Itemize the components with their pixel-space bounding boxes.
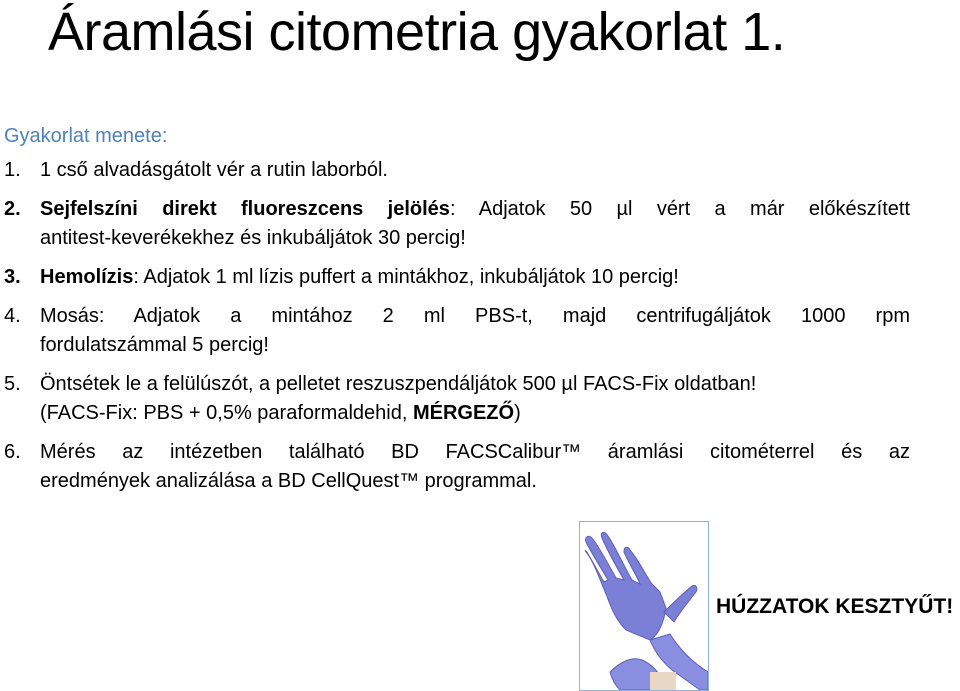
step-line: [40, 195, 910, 224]
steps-list: [4, 156, 910, 506]
glove-icon: [580, 522, 708, 690]
step-number: 3.: [4, 266, 21, 288]
step-number: 1.: [4, 159, 21, 181]
list-item: [4, 438, 910, 496]
step-text: : Adjatok 1 ml lízis puffert a mintákhoz, inkubáljátok 10 percig!: [133, 266, 679, 288]
step-line: eredmények analizálása a BD CellQuest™ programmal.: [40, 470, 537, 492]
step-number: 5.: [4, 373, 21, 395]
warning-text: HÚZZATOK KESZTYŰT!: [716, 595, 954, 618]
page-title: Áramlási citometria gyakorlat 1.: [48, 2, 786, 62]
step-text: ): [514, 402, 521, 424]
step-line: fordulatszámmal 5 percig!: [40, 334, 269, 356]
list-item: [4, 195, 910, 253]
step-line: Öntsétek le a felülúszót, a pelletet reszuszpendáljátok 500 µl FACS-Fix oldatban!: [40, 373, 757, 395]
glove-image: [579, 521, 709, 691]
step-line: antitest-keverékekhez és inkubáljátok 30 percig!: [40, 227, 466, 249]
list-item: [4, 370, 910, 428]
step-number: 2.: [4, 198, 21, 220]
step-line: [40, 399, 910, 428]
step-label: Hemolízis: [40, 266, 134, 288]
list-item: [4, 156, 910, 185]
section-subtitle: Gyakorlat menete:: [4, 125, 168, 147]
list-item: [4, 302, 910, 360]
list-item: [4, 263, 910, 292]
step-text: 1 cső alvadásgátolt vér a rutin laborból.: [40, 159, 388, 181]
step-text: : Adjatok 50 µl vért a már előkészített: [449, 198, 911, 220]
step-number: 6.: [4, 441, 21, 463]
step-label: Sejfelszíni direkt fluoreszcens jelölés: [40, 198, 450, 220]
step-line: Mérés az intézetben található BD FACSCalibur™ áramlási citométerrel és az: [40, 441, 910, 463]
poison-label: MÉRGEZŐ: [412, 402, 515, 424]
step-text: (FACS-Fix: PBS + 0,5% paraformaldehid,: [40, 402, 413, 424]
step-number: 4.: [4, 305, 21, 327]
step-line: Mosás: Adjatok a mintához 2 ml PBS-t, majd centrifugáljátok 1000 rpm: [40, 305, 910, 327]
